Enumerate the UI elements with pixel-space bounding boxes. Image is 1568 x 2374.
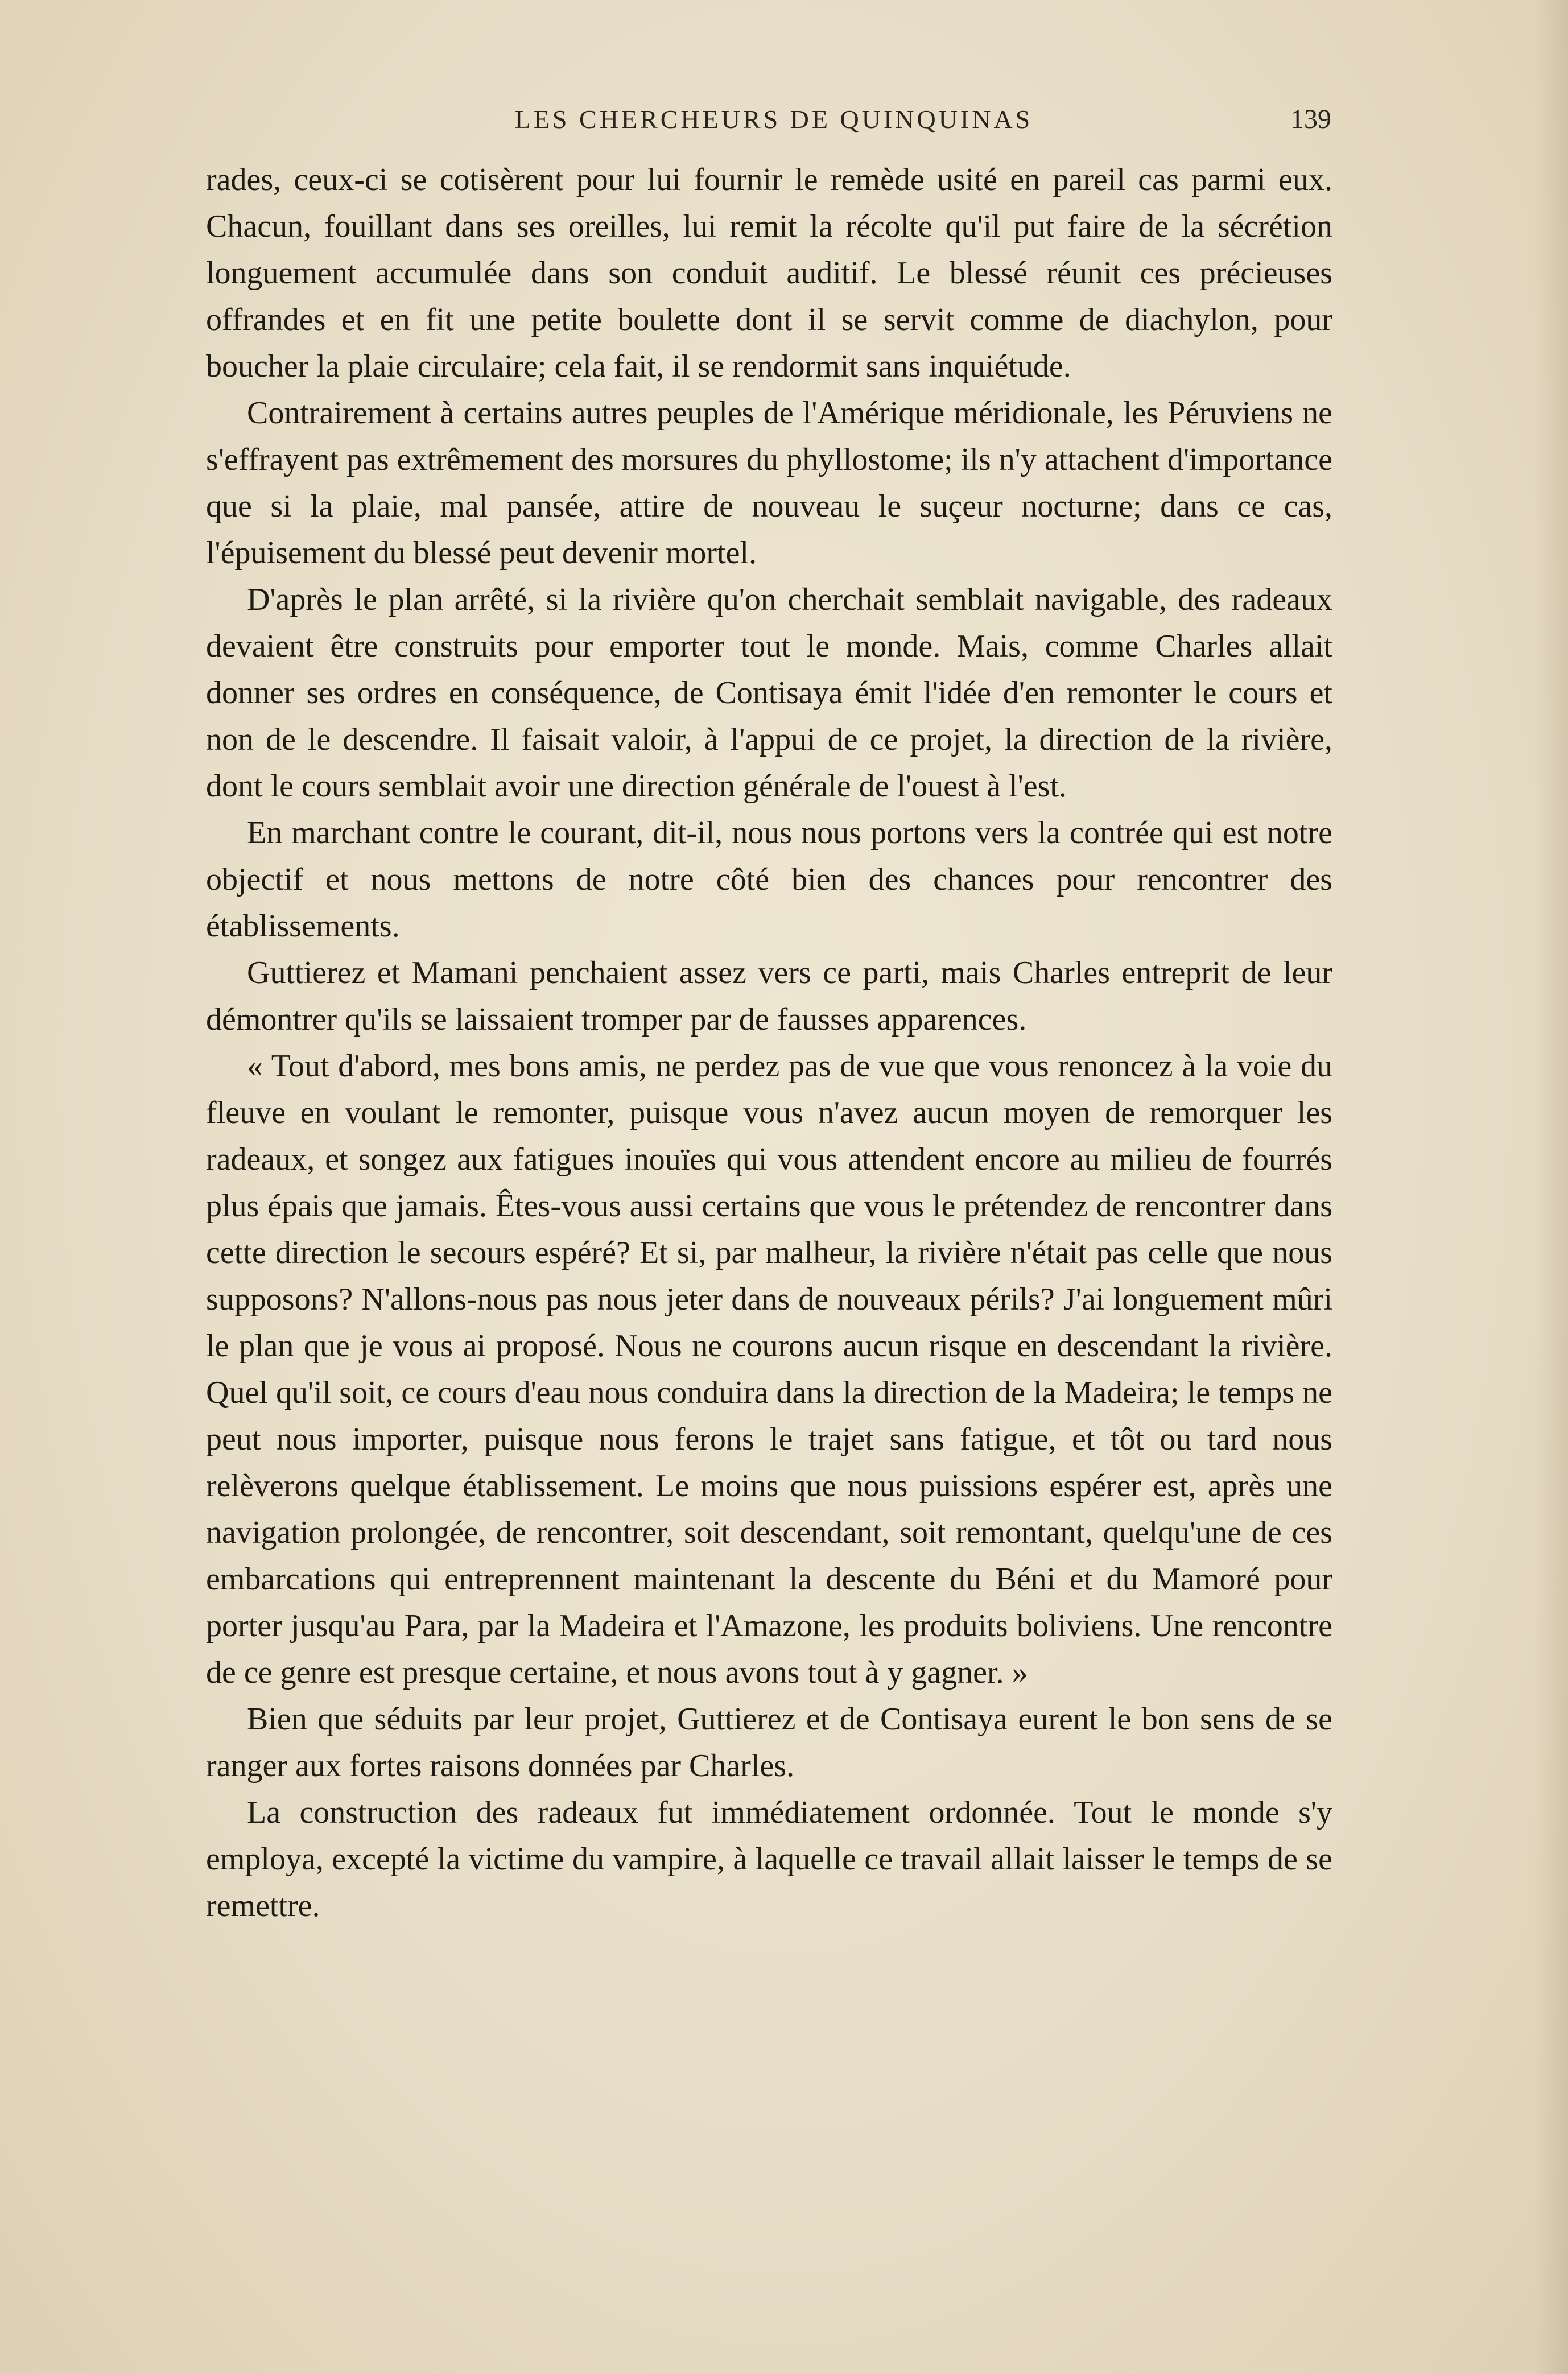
body-text	[206, 156, 1332, 1929]
paragraph-1: rades, ceux-ci se cotisèrent pour lui fournir le remède usité en pareil cas parmi eux. Chacun, fouillant dans ses oreilles, lui remit la récolte qu'il put faire de la sécrétion longuement accumulée dans son conduit auditif. Le blessé réunit ces précieuses offrandes et en fit une petite boulette dont il se servit comme de diachylon, pour boucher la plaie circulaire; cela fait, il se rendormit sans inquiétude.	[206, 162, 1332, 384]
paragraph-7: Bien que séduits par leur projet, Guttierez et de Contisaya eurent le bon sens de se ranger aux fortes raisons données par Charles.	[206, 1702, 1332, 1783]
paragraph-5: Guttierez et Mamani penchaient assez vers ce parti, mais Charles entreprit de leur démontrer qu'ils se laissaient tromper par de fausses apparences.	[206, 955, 1332, 1037]
page-edge-shadow	[1534, 0, 1568, 2374]
paragraph-8: La construction des radeaux fut immédiatement ordonnée. Tout le monde s'y employa, excepté la victime du vampire, à laquelle ce travail allait laisser le temps de se remettre.	[206, 1795, 1332, 1923]
running-title: LES CHERCHEURS DE QUINQUINAS	[514, 105, 1033, 134]
paragraph-3: D'après le plan arrêté, si la rivière qu'on cherchait semblait navigable, des radeaux devaient être construits pour emporter tout le monde. Mais, comme Charles allait donner ses ordres en conséquence, de Contisaya émit l'idée d'en remonter le cours et non de le descendre. Il faisait valoir, à l'appui de ce projet, la direction de la rivière, dont le cours semblait avoir une direction générale de l'ouest à l'est.	[206, 582, 1332, 804]
page-number: 139	[1290, 104, 1331, 134]
paragraph-4: En marchant contre le courant, dit-il, nous nous portons vers la contrée qui est notre objectif et nous mettons de notre côté bien des chances pour rencontrer des établissements.	[206, 815, 1332, 944]
paragraph-2: Contrairement à certains autres peuples de l'Amérique méridionale, les Péruviens ne s'effrayent pas extrêmement des morsures du phyllostome; ils n'y attachent d'importance que si la plaie, mal pansée, attire de nouveau le suçeur nocturne; dans ce cas, l'épuisement du blessé peut devenir mortel.	[206, 395, 1332, 571]
page-header	[216, 97, 1331, 142]
paragraph-6: « Tout d'abord, mes bons amis, ne perdez pas de vue que vous renoncez à la voie du fleuve en voulant le remonter, puisque vous n'avez aucun moyen de remorquer les radeaux, et songez aux fatigues inouïes qui vous attendent encore au milieu de fourrés plus épais que jamais. Êtes-vous aussi certains que vous le prétendez de rencontrer dans cette direction le secours espéré? Et si, par malheur, la rivière n'était pas celle que nous supposons? N'allons-nous pas nous jeter dans de nouveaux périls? J'ai longuement mûri le plan que je vous ai proposé. Nous ne courons aucun risque en descendant la rivière. Quel qu'il soit, ce cours d'eau nous conduira dans la direction de la Madeira; le temps ne peut nous importer, puisque nous ferons le trajet sans fatigue, et tôt ou tard nous relèverons quelque établissement. Le moins que nous puissions espérer est, après une navigation prolongée, de rencontrer, soit descendant, soit remontant, quelqu'une de ces embarcations qui entreprennent maintenant la descente du Béni et du Mamoré pour porter jusqu'au Para, par la Madeira et l'Amazone, les produits boliviens. Une rencontre de ce genre est presque certaine, et nous avons tout à y gagner. »	[206, 1048, 1332, 1690]
